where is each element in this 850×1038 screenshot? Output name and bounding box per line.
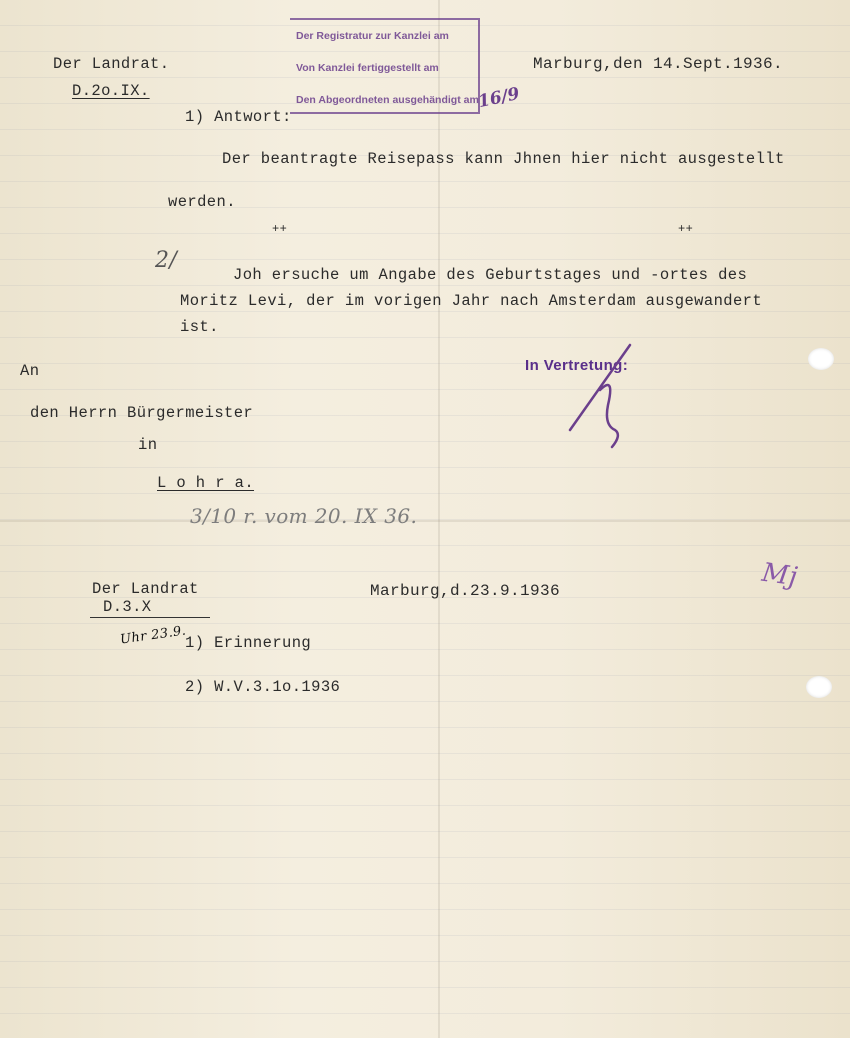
registry-stamp bbox=[290, 18, 522, 116]
followup-place-date: Marburg,d.23.9.1936 bbox=[370, 582, 561, 600]
followup-item-1: 1) Erinnerung bbox=[185, 634, 312, 652]
stamp-line-1: Der Registratur zur Kanzlei am bbox=[296, 30, 449, 42]
item-1-label: 1) Antwort: bbox=[185, 108, 292, 126]
signature-scribble bbox=[560, 335, 650, 455]
recipient-in: in bbox=[138, 436, 158, 454]
followup-item-2: 2) W.V.3.1o.1936 bbox=[185, 678, 341, 696]
recipient-to: An bbox=[20, 362, 40, 380]
horizontal-fold bbox=[0, 520, 850, 522]
punch-hole-bottom bbox=[806, 676, 832, 698]
stamp-line-3: Den Abgeordneten ausgehändigt am bbox=[296, 94, 479, 106]
pencil-note: 3/10 r. vom 20. IX 36. bbox=[190, 504, 418, 528]
sentence-2-line-b: Moritz Levi, der im vorigen Jahr nach Amsterdam ausgewandert bbox=[180, 292, 763, 310]
sentence-2-line-c: ist. bbox=[180, 318, 219, 336]
marker-right: ++ bbox=[678, 222, 694, 236]
marker-left: ++ bbox=[272, 222, 288, 236]
followup-file-ref: D.3.X bbox=[103, 598, 152, 616]
place-date: Marburg,den 14.Sept.1936. bbox=[533, 55, 784, 73]
punch-hole-top bbox=[808, 348, 834, 370]
file-reference: D.2o.IX. bbox=[72, 82, 150, 100]
followup-initials: Uhr 23.9. bbox=[119, 623, 188, 648]
item-2-label: 2/ bbox=[155, 248, 178, 273]
recipient-town: L o h r a. bbox=[157, 474, 255, 492]
followup-ref-underline bbox=[90, 617, 210, 618]
followup-authority: Der Landrat bbox=[92, 580, 199, 598]
sentence-1-line-b: werden. bbox=[168, 193, 236, 211]
sentence-1-line-a: Der beantragte Reisepass kann Jhnen hier nicht ausgestellt bbox=[222, 150, 785, 168]
stamp-handwritten-mark: 16/9 bbox=[476, 83, 522, 113]
recipient-name: den Herrn Bürgermeister bbox=[30, 404, 254, 422]
sentence-2-line-a: Joh ersuche um Angabe des Geburtstages und -ortes des bbox=[233, 266, 748, 284]
signature-label: In Vertretung: bbox=[525, 357, 629, 374]
authority-heading: Der Landrat. bbox=[53, 55, 170, 73]
stamp-line-2: Von Kanzlei fertiggestellt am bbox=[296, 62, 439, 74]
margin-initials: Mj bbox=[760, 557, 800, 593]
